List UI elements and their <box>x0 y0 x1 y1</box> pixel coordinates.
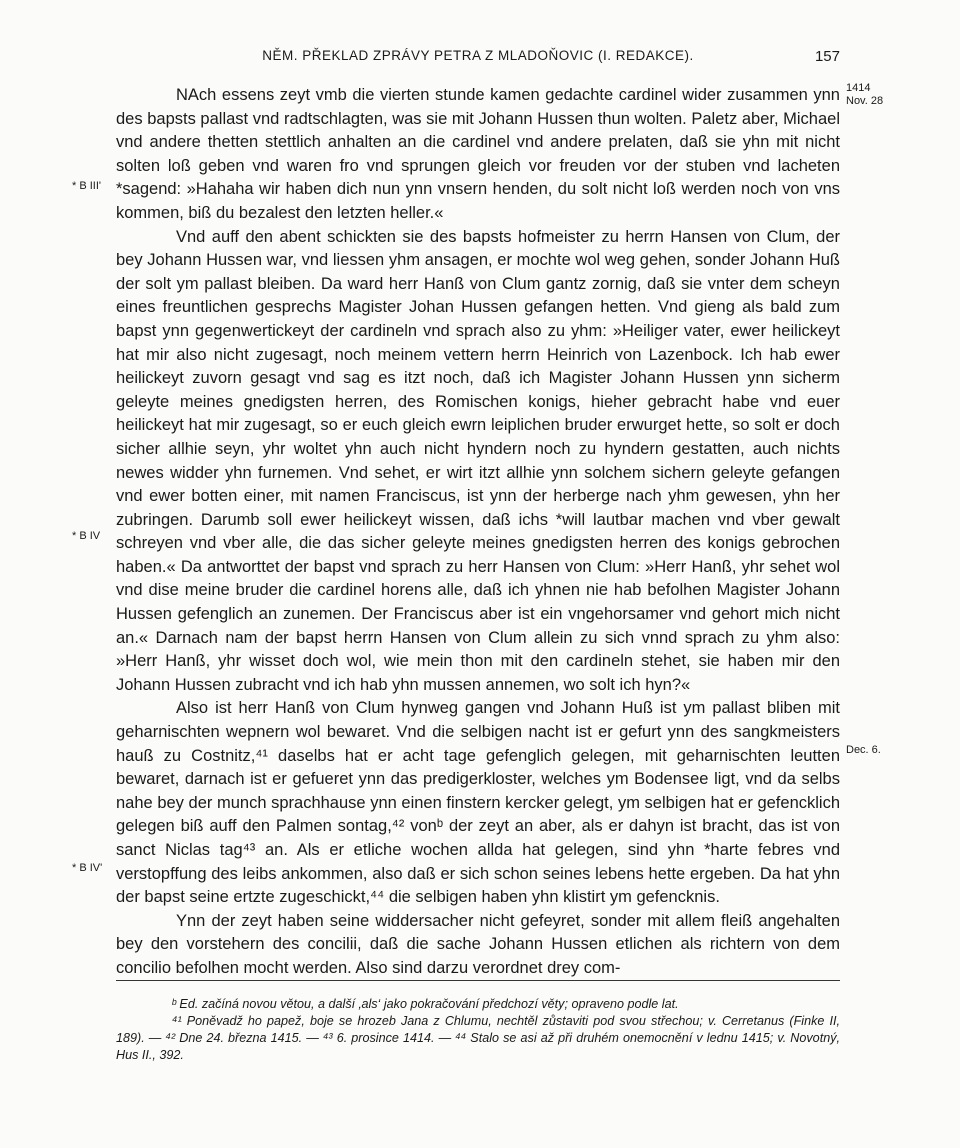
paragraph: Also ist herr Hanß von Clum hynweg gangen vnd Johann Huß ist ym pallast bliben mit geharnischten wepnern wol bewaret. Vnd die selbigen nacht ist er gefurt ynn des sangkmeisters hauß zu Costnitz,⁴¹ daselbs hat er acht tage gefenglich gelegen, mit geharnischten leutten bewaret, darnach ist er gefueret ynn das predigerkloster, welches ym Bodensee ligt, vnd da selbs nahe bey der munch sprachhause ynn einen finstern kercker gelegt, ym selbigen hat er gefencklich gelegen biß auff den Palmen sontag,⁴² vonᵇ der zeyt an aber, als er dahyn ist bracht, das ist von sanct Niclas tag⁴³ an. Als er etliche wochen allda hat gelegen, sind yhn *harte febres vnd verstopffung des leibs ankommen, also daß er sich schon seines lebens hette ergeben. Da hat yhn der bapst seine ertzte zugeschickt,⁴⁴ die selbigen haben yhn klistirt ym gefencknis. <box>116 699 840 907</box>
margin-date-nov: Nov. 28 <box>846 95 884 107</box>
footnote: ᵇ Ed. začíná novou větou, a další ‚als‘ jako pokračování předchozí věty; opraveno podle lat. <box>172 997 679 1011</box>
paragraph: Vnd auff den abent schickten sie des bapsts hofmeister zu herrn Hansen von Clum, der bey Johann Hussen war, vnd liessen yhm ansagen, er mochte wol weg gehen, sonder Johann Huß der solt ym pallast bleiben. Da ward herr Hanß von Clum gantz zornig, daß sie vnter dem scheyn eines freuntlichen gesprechs Magister Johan Hussen gefangen hetten. Vnd gieng als bald zum bapst ynn gegenwertickeyt der cardineln vnd sprach also zu yhm: »Heiliger vater, ewer heilickeyt hat mir also nicht zugesagt, noch meinem vettern herrn Heinrich von Lazenbock. Ich hab ewer heilickeyt zuvorn gesagt vnd sag es itzt noch, daß ich Magister Johann Hussen ynn sicherm geleyte meines gnedigsten herren, des Romischen konigs, hieher gebracht habe vnd euer heilickeyt hat mir zugesagt, so er euch gleich ewrn leiplichen bruder erwurget hette, so solt er doch sicher allhie seyn, yhr woltet yhn auch nicht hyndern noch zu hyndern gestatten, auch nichts newes widder yhn furnemen. Vnd sehet, er wirt itzt allhie ynn solchem sichern geleyte gefangen vnd ewer botten einer, mit namen Franciscus, ist ynn der herberge nach yhm gewesen, yhn her zubringen. Darumb soll ewer heilickeyt wissen, daß ichs *will lautbar machen vnd vber gewalt schreyen vnd vber alle, die das sicher geleyte meines gnedigsten herren des konigs gebrochen haben.« Da antworttet der bapst vnd sprach zu herr Hansen von Clum: »Herr Hanß, yhr sehet wol vnd dise meine bruder die cardinel horens alle, daß ich yhnen nie hab befolhen Magister Johann Hussen gefenglich an zunemen. Der Franciscus aber ist ein vngehorsamer vnd gehort mich nicht an.« Darnach nam der bapst herrn Hansen von Clum allein zu sich vnnd sprach zu yhm also: »Herr Hanß, yhr wisset doch wol, wie mein thon mit den cardineln stehet, sie haben mir den Johann Hussen zubracht vnd ich hab yhn mussen annemen, wo solt ich hyn?« <box>116 227 840 694</box>
paragraph: NAch essens zeyt vmb die vierten stunde kamen gedachte cardinel wider zusammen ynn des bapsts pallast vnd radtschlagten, was sie mit Johann Hussen thun wolten. Paletz aber, Michael vnd andere thetten stettlich anhalten an die cardinel vnd andere prelaten, daß sie yhn mit nicht solten loß geben vnd waren fro vnd sprungen gleich vor freuden vor der stuben vnd lacheten *sagend: »Hahaha wir haben dich nun ynn vnsern henden, du solt nicht loß werden noch von vns kommen, biß du bezalest den letzten heller.« <box>116 86 840 222</box>
main-text <box>116 84 840 981</box>
paragraph: Ynn der zeyt haben seine widdersacher nicht gefeyret, sonder mit allem fleiß angehalten bey den vorstehern des concilii, daß die sache Johann Hussen etlichen als richtern von dem concilio befolhen mocht werden. Also sind darzu verordnet drey com- <box>116 911 840 977</box>
page-number: 157 <box>814 48 840 65</box>
footnotes <box>116 996 840 1064</box>
margin-date-dec: Dec. 6. <box>846 744 881 756</box>
margin-folio-b4: * B IV <box>72 530 101 542</box>
footnote-divider <box>116 980 840 981</box>
footnote: ⁴¹ Poněvadž ho papež, boje se hrozeb Jana z Chlumu, nechtěl zůstaviti pod svou střechou; v. Cerretanus (Finke II, 189). — ⁴² Dne 24. března 1415. — ⁴³ 6. prosince 1414. — ⁴⁴ Stalo se asi až při druhém onemocnění v lednu 1415; v. Novotný, Hus II., 392. <box>116 1014 840 1062</box>
margin-date-year: 1414 <box>846 82 871 94</box>
margin-folio-b3: * B III' <box>72 180 101 192</box>
running-header: NĚM. PŘEKLAD ZPRÁVY PETRA Z MLADOŇOVIC (I. REDAKCE). <box>262 48 694 63</box>
margin-folio-b4b: * B IV' <box>72 862 103 874</box>
